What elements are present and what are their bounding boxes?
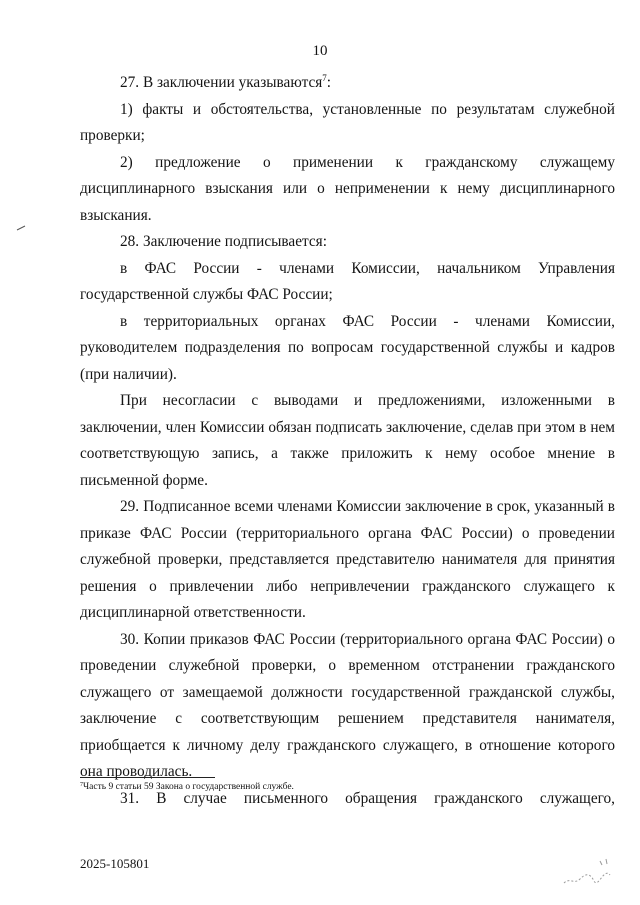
paragraph-31: 31. В случае письменного обращения гражданского служащего, <box>120 789 615 807</box>
paragraph-27-item-2: 2) предложение о применении к гражданскому служащему дисциплинарного взыскания или о неприменении к нему дисциплинарного взыскания. <box>80 153 615 224</box>
footnote-marker: 7 <box>80 782 83 788</box>
page-number: 10 <box>312 43 328 59</box>
footnote-text: Часть 9 статьи 59 Закона о государственной службе. <box>83 782 294 792</box>
paragraph-27-text: 27. В заключении указываются <box>120 74 323 91</box>
footnote-reference: 7 <box>322 73 327 83</box>
document-body <box>80 70 615 812</box>
paragraph-29: 29. Подписанное всеми членами Комиссии заключение в срок, указанный в приказе ФАС России (территориального органа ФАС России) о проведении служебной проверки, представляется представителю нанимателя для принятия решения о привлечении либо непривлечении гражданского служащего к дисциплинарной ответственности. <box>80 498 615 621</box>
edge-mark <box>16 225 26 231</box>
footnote <box>80 781 294 793</box>
document-id: 2025-105801 <box>80 856 150 871</box>
paragraph-30: 30. Копии приказов ФАС России (территориального органа ФАС России) о проведении служебной проверки, о временном отстранении гражданского служащего от замещаемой должности государственной гражданской службы, заключение с соответствующим решением представителя нанимателя, приобщается к личному делу гражданского служащего, в отношение которого она проводилась. <box>80 630 615 780</box>
footnote-divider <box>80 777 215 778</box>
handwritten-mark <box>560 855 620 891</box>
paragraph-28-disagreement: При несогласии с выводами и предложениями, изложенными в заключении, член Комиссии обязан подписать заключение, сделав при этом в нем соответствующую запись, а также приложить к нему особое мнение в письменной форме. <box>80 392 615 489</box>
paragraph-27 <box>80 70 615 97</box>
paragraph-27-colon: : <box>326 74 332 91</box>
paragraph-28: 28. Заключение подписывается: <box>120 233 327 250</box>
paragraph-28-fas: в ФАС России - членами Комиссии, начальником Управления государственной службы ФАС России; <box>80 259 615 303</box>
paragraph-27-item-1: 1) факты и обстоятельства, установленные по результатам служебной проверки; <box>80 100 615 144</box>
paragraph-28-territorial: в территориальных органах ФАС России - членами Комиссии, руководителем подразделения по вопросам государственной службы и кадров (при наличии). <box>80 312 615 383</box>
